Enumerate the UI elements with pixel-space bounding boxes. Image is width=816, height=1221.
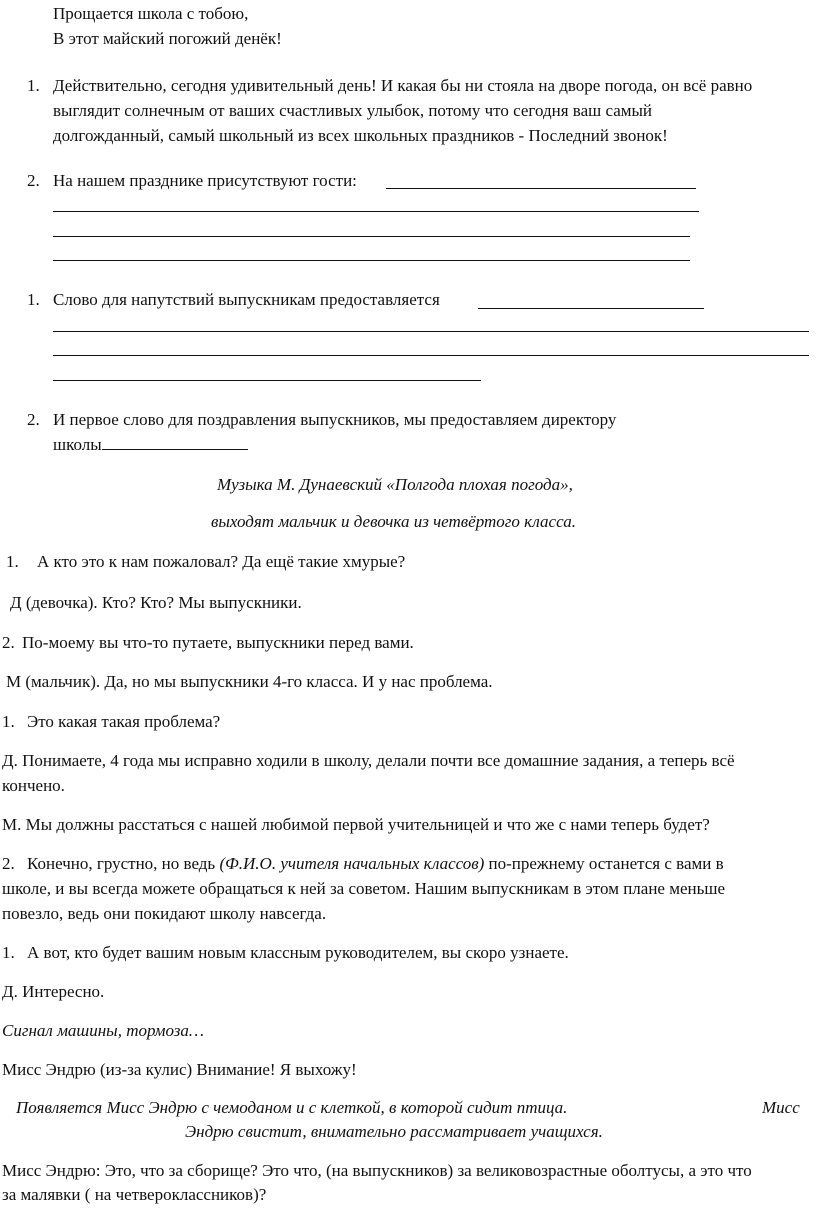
item-number: 2. xyxy=(2,633,15,652)
item-number: 1. xyxy=(2,712,15,731)
dialog-line: школе, и вы всегда можете обращаться к ней за советом. Нашим выпускникам в этом плане меньше xyxy=(2,879,726,898)
dialog-line: М. Мы должны расстаться с нашей любимой первой учительницей и что же с нами теперь будет? xyxy=(2,815,710,834)
blank-line xyxy=(53,331,809,332)
dialog-line: А вот, кто будет вашим новым классным руководителем, вы скоро узнаете. xyxy=(27,943,569,962)
blank-line xyxy=(53,380,481,381)
blank-line xyxy=(53,260,690,261)
item-number: 1. xyxy=(2,943,15,962)
dialog-line: Д. Понимаете, 4 года мы исправно ходили в школу, делали почти все домашние задания, а теперь всё xyxy=(2,751,735,770)
director-label: школы xyxy=(53,435,102,454)
stage-direction: Сигнал машины, тормоза… xyxy=(2,1021,204,1040)
dialog-line: М (мальчик). Да, но мы выпускники 4-го класса. И у нас проблема. xyxy=(6,672,493,691)
dialog-line xyxy=(27,854,724,874)
item-1-line-3: долгожданный, самый школьный из всех школьных праздников - Последний звонок! xyxy=(53,126,668,145)
item-1-line-1: Действительно, сегодня удивительный день! И какая бы ни стояла на дворе погода, он всё равно xyxy=(53,76,753,95)
item-number: 2. xyxy=(27,410,40,429)
item-4-line-1: И первое слово для поздравления выпускников, мы предоставляем директору xyxy=(53,410,617,429)
blank-line xyxy=(102,435,248,450)
stage-direction: Мисс xyxy=(762,1098,800,1117)
blank-line xyxy=(478,308,704,309)
dialog-line: за малявки ( на четвероклассников)? xyxy=(2,1185,267,1204)
stage-direction: Музыка М. Дунаевский «Полгода плохая погода», xyxy=(217,475,573,494)
item-number: 1. xyxy=(6,552,19,571)
dialog-text: по-прежнему останется с вами в xyxy=(484,854,724,873)
item-4-line-2 xyxy=(53,435,248,455)
item-number: 1. xyxy=(27,76,40,95)
guests-label: На нашем празднике присутствуют гости: xyxy=(53,171,357,190)
stage-direction: Эндрю свистит, внимательно рассматривает учащихся. xyxy=(185,1122,603,1141)
dialog-line: Мисс Эндрю: Это, что за сборище? Это что, (на выпускников) за великовозрастные оболтусы, а это что xyxy=(2,1161,752,1180)
dialog-line: Мисс Эндрю (из-за кулис) Внимание! Я выхожу! xyxy=(2,1060,357,1079)
poem-line-1: Прощается школа с тобою, xyxy=(53,4,249,23)
dialog-line: По-моему вы что-то путаете, выпускники перед вами. xyxy=(22,633,414,652)
poem-line-2: В этот майский погожий денёк! xyxy=(53,29,282,48)
item-1-line-2: выглядит солнечным от ваших счастливых улыбок, потому что сегодня ваш самый xyxy=(53,101,653,120)
dialog-line: Д. Интересно. xyxy=(2,982,105,1001)
item-number: 2. xyxy=(27,171,40,190)
farewell-speech-label: Слово для напутствий выпускникам предоставляется xyxy=(53,290,440,309)
stage-direction: Появляется Мисс Эндрю с чемоданом и с клеткой, в которой сидит птица. xyxy=(16,1098,568,1117)
blank-line xyxy=(386,188,696,189)
dialog-text: Конечно, грустно, но ведь xyxy=(27,854,220,873)
dialog-line: повезло, ведь они покидают школу навсегда. xyxy=(2,904,327,923)
dialog-line: Это какая такая проблема? xyxy=(27,712,221,731)
item-number: 2. xyxy=(2,854,15,873)
stage-direction: выходят мальчик и девочка из четвёртого класса. xyxy=(211,512,576,531)
blank-line xyxy=(53,211,699,212)
blank-line xyxy=(53,355,809,356)
teacher-name-placeholder: (Ф.И.О. учителя начальных классов) xyxy=(219,854,485,873)
dialog-line: А кто это к нам пожаловал? Да ещё такие хмурые? xyxy=(37,552,406,571)
item-number: 1. xyxy=(27,290,40,309)
dialog-line: кончено. xyxy=(2,776,65,795)
dialog-line: Д (девочка). Кто? Кто? Мы выпускники. xyxy=(10,593,302,612)
blank-line xyxy=(53,236,690,237)
